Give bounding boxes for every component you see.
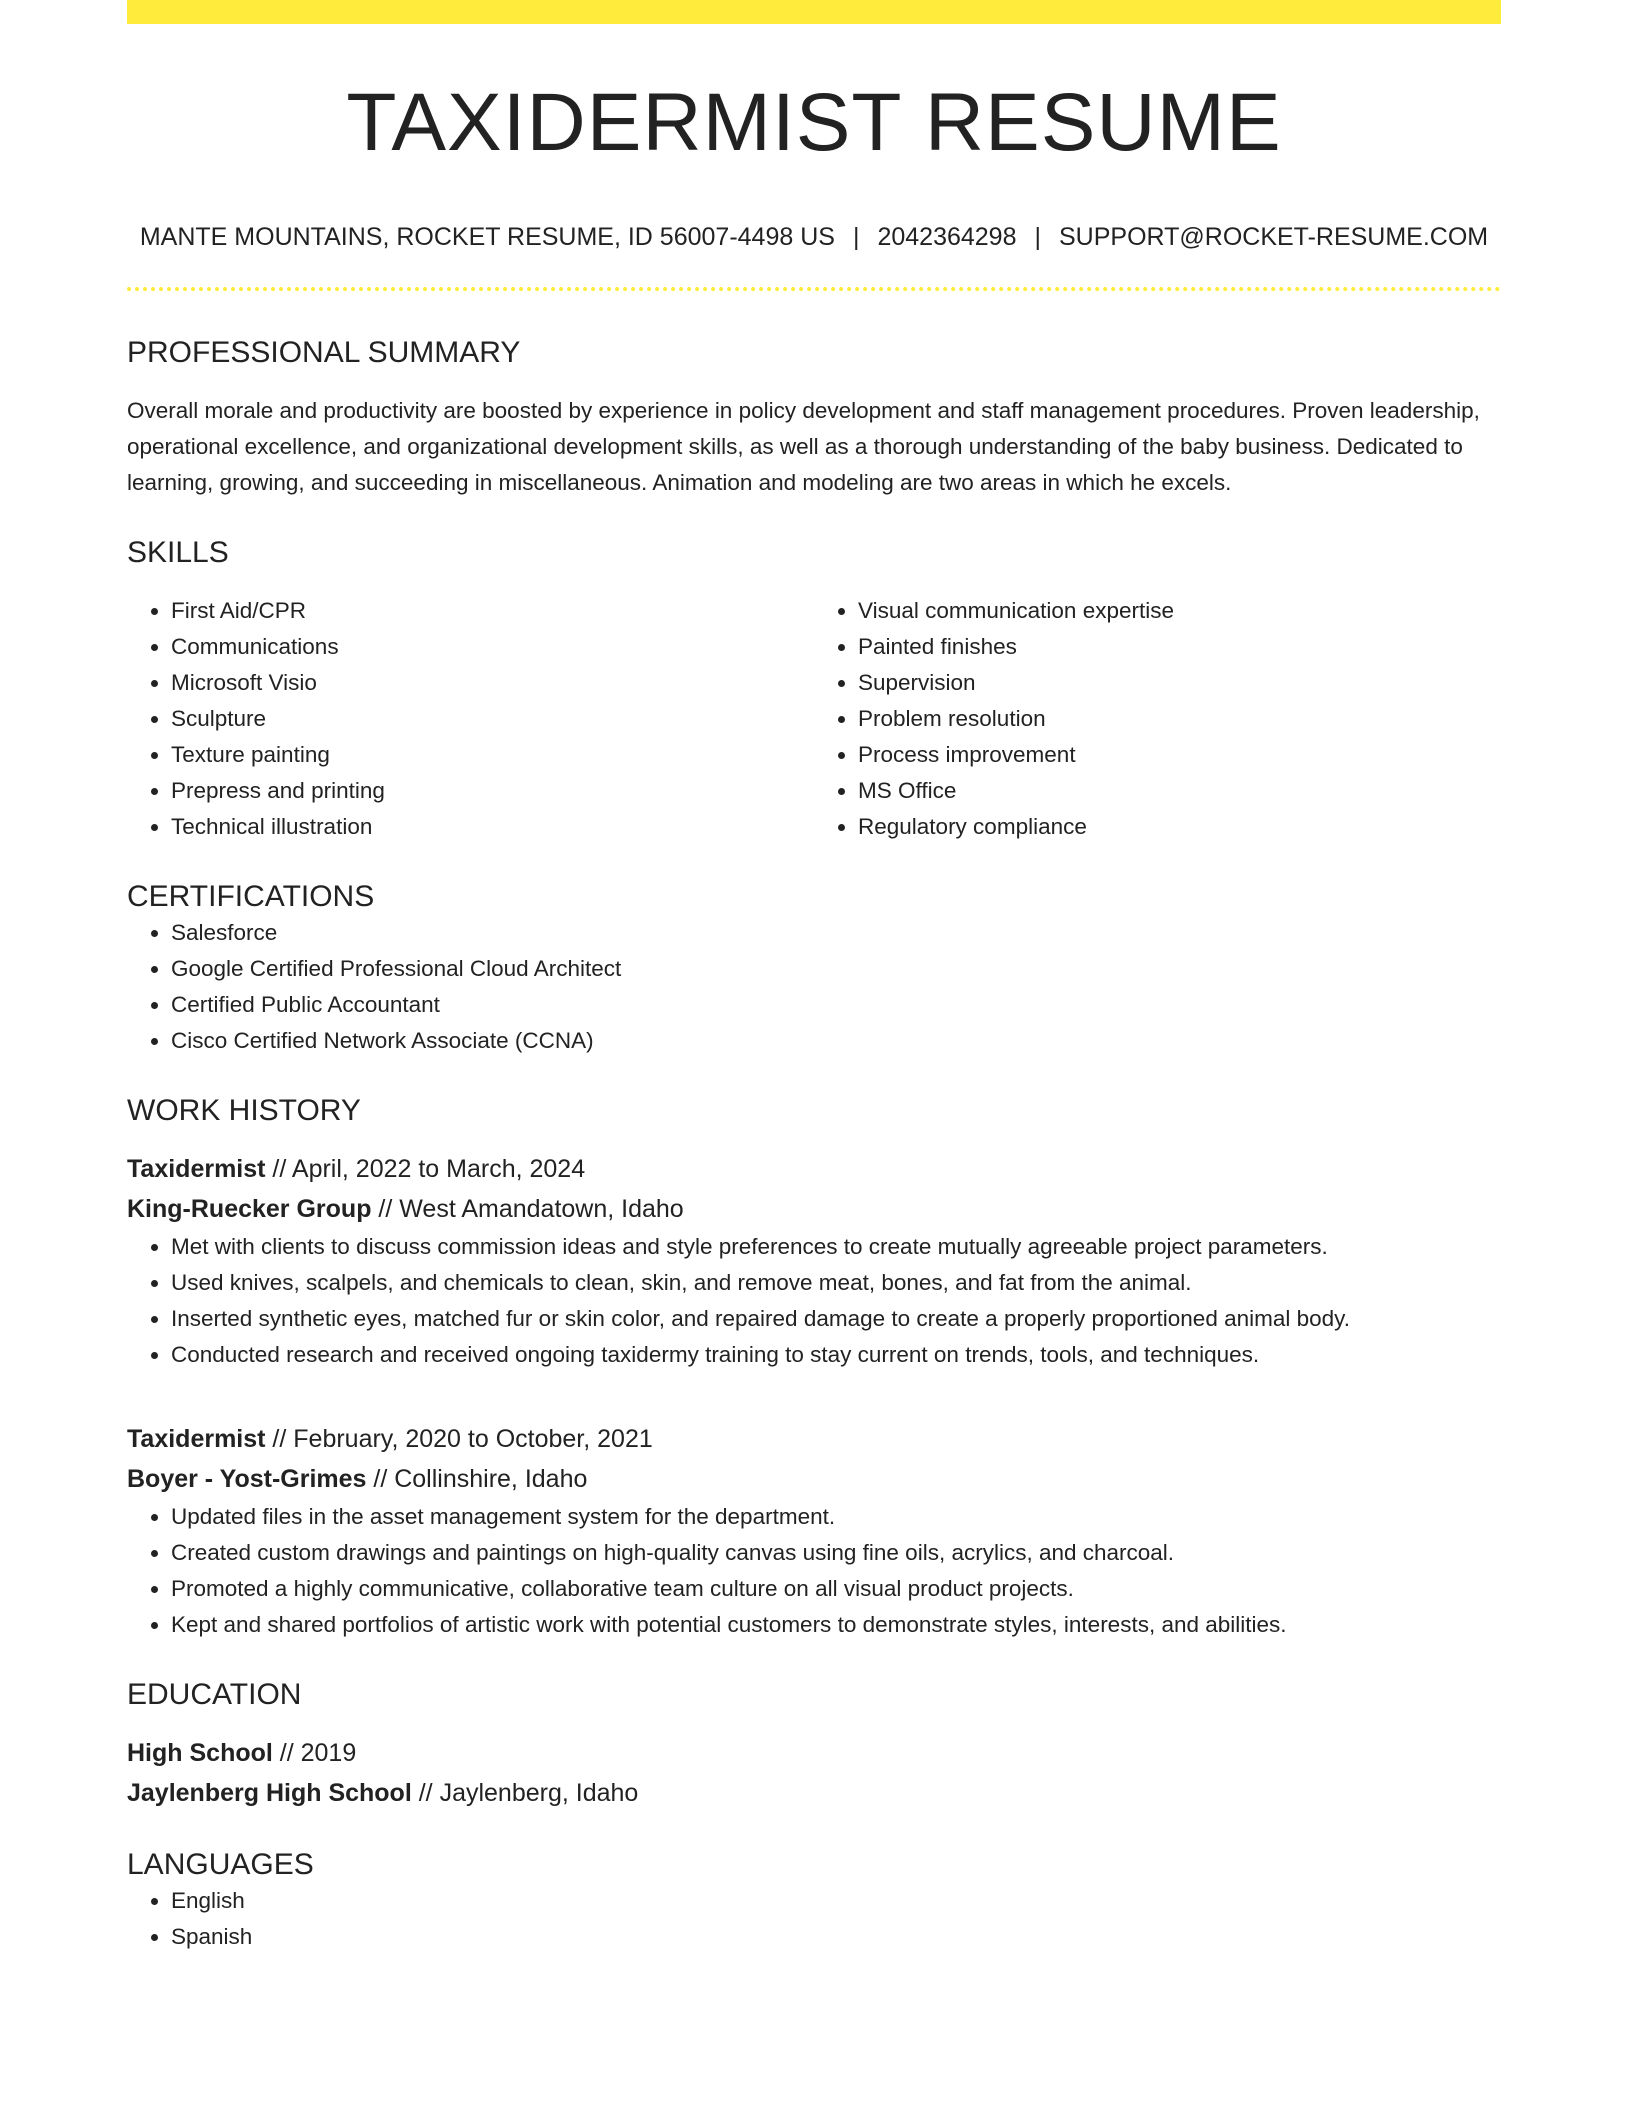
languages-list xyxy=(127,1883,1501,1955)
contact-separator: | xyxy=(1034,223,1041,251)
list-item: • Texture painting xyxy=(171,737,814,773)
list-item: • Spanish xyxy=(171,1919,1501,1955)
list-item: • Updated files in the asset management system for the department. xyxy=(171,1499,1501,1535)
list-item: • Cisco Certified Network Associate (CCNA) xyxy=(171,1023,1501,1059)
education-degree: High School xyxy=(127,1739,273,1767)
education-school: Jaylenberg High School xyxy=(127,1779,412,1807)
list-item: • Technical illustration xyxy=(171,809,814,845)
list-item: • Inserted synthetic eyes, matched fur or skin color, and repaired damage to create a properly proportioned animal body. xyxy=(171,1301,1501,1337)
contact-line xyxy=(127,222,1501,252)
job-title: Taxidermist xyxy=(127,1425,266,1453)
education-heading: EDUCATION xyxy=(127,1678,302,1711)
contact-address: MANTE MOUNTAINS, ROCKET RESUME, ID 56007-4498 US xyxy=(139,223,835,251)
summary-heading: PROFESSIONAL SUMMARY xyxy=(127,336,521,369)
work-history-heading: WORK HISTORY xyxy=(127,1094,361,1127)
list-item: • Microsoft Visio xyxy=(171,665,814,701)
skills-left-column xyxy=(127,593,814,845)
education-entry xyxy=(127,1733,1501,1813)
skills-columns xyxy=(127,593,1501,845)
certifications-list xyxy=(127,915,1501,1059)
list-item: • English xyxy=(171,1883,1501,1919)
list-item: • Certified Public Accountant xyxy=(171,987,1501,1023)
list-item: • Supervision xyxy=(858,665,1501,701)
contact-email: SUPPORT@ROCKET-RESUME.COM xyxy=(1059,223,1489,251)
list-item: • Met with clients to discuss commission ideas and style preferences to create mutually agreeable project parameters. xyxy=(171,1229,1501,1265)
list-item: • Conducted research and received ongoing taxidermy training to stay current on trends, tools, and techniques. xyxy=(171,1337,1501,1373)
job-company: King-Ruecker Group xyxy=(127,1195,372,1223)
certifications-heading: CERTIFICATIONS xyxy=(127,880,375,913)
job-entry xyxy=(127,1149,1501,1373)
list-item: • Promoted a highly communicative, collaborative team culture on all visual product projects. xyxy=(171,1571,1501,1607)
job-entry xyxy=(127,1419,1501,1643)
list-item: • Prepress and printing xyxy=(171,773,814,809)
list-item: • Visual communication expertise xyxy=(858,593,1501,629)
job-company: Boyer - Yost-Grimes xyxy=(127,1465,367,1493)
job-dates: // April, 2022 to March, 2024 xyxy=(265,1155,586,1183)
dotted-divider xyxy=(127,287,1501,291)
list-item: • Regulatory compliance xyxy=(858,809,1501,845)
job-duties-list xyxy=(127,1229,1501,1373)
list-item: • Salesforce xyxy=(171,915,1501,951)
job-company-line xyxy=(127,1189,1501,1229)
list-item: • First Aid/CPR xyxy=(171,593,814,629)
education-location: // Jaylenberg, Idaho xyxy=(411,1779,639,1807)
list-item: • Process improvement xyxy=(858,737,1501,773)
list-item: • Sculpture xyxy=(171,701,814,737)
job-location: // West Amandatown, Idaho xyxy=(371,1195,684,1223)
list-item: • Kept and shared portfolios of artistic work with potential customers to demonstrate styles, interests, and abilities. xyxy=(171,1607,1501,1643)
resume-page xyxy=(127,0,1501,1955)
list-item: • Created custom drawings and paintings on high-quality canvas using fine oils, acrylics, and charcoal. xyxy=(171,1535,1501,1571)
list-item: • Used knives, scalpels, and chemicals to clean, skin, and remove meat, bones, and fat from the animal. xyxy=(171,1265,1501,1301)
skills-right-column xyxy=(814,593,1501,845)
job-duties-list xyxy=(127,1499,1501,1643)
list-item: • Painted finishes xyxy=(858,629,1501,665)
list-item: • MS Office xyxy=(858,773,1501,809)
contact-phone: 2042364298 xyxy=(877,223,1017,251)
page-title: TAXIDERMIST RESUME xyxy=(346,77,1282,168)
summary-text: Overall morale and productivity are boosted by experience in policy development and staff management procedures. Proven leadership, operational excellence, and organizational development skills, as well as a thorough understanding of the baby business. Dedicated to learning, growing, and succeeding in miscellaneous. Animation and modeling are two areas in which he excels. xyxy=(127,398,1480,495)
accent-top-bar xyxy=(127,0,1501,24)
job-dates: // February, 2020 to October, 2021 xyxy=(265,1425,653,1453)
education-year: // 2019 xyxy=(272,1739,357,1767)
job-location: // Collinshire, Idaho xyxy=(366,1465,588,1493)
job-title: Taxidermist xyxy=(127,1155,266,1183)
skills-right-list xyxy=(814,593,1501,845)
education-degree-line xyxy=(127,1733,1501,1773)
skills-left-list xyxy=(127,593,814,845)
education-school-line xyxy=(127,1773,1501,1813)
contact-separator: | xyxy=(852,223,860,251)
job-company-line xyxy=(127,1459,1501,1499)
languages-heading: LANGUAGES xyxy=(127,1848,314,1881)
job-title-line xyxy=(127,1149,1501,1189)
job-title-line xyxy=(127,1419,1501,1459)
list-item: • Problem resolution xyxy=(858,701,1501,737)
list-item: • Google Certified Professional Cloud Architect xyxy=(171,951,1501,987)
skills-heading: SKILLS xyxy=(127,536,229,569)
list-item: • Communications xyxy=(171,629,814,665)
